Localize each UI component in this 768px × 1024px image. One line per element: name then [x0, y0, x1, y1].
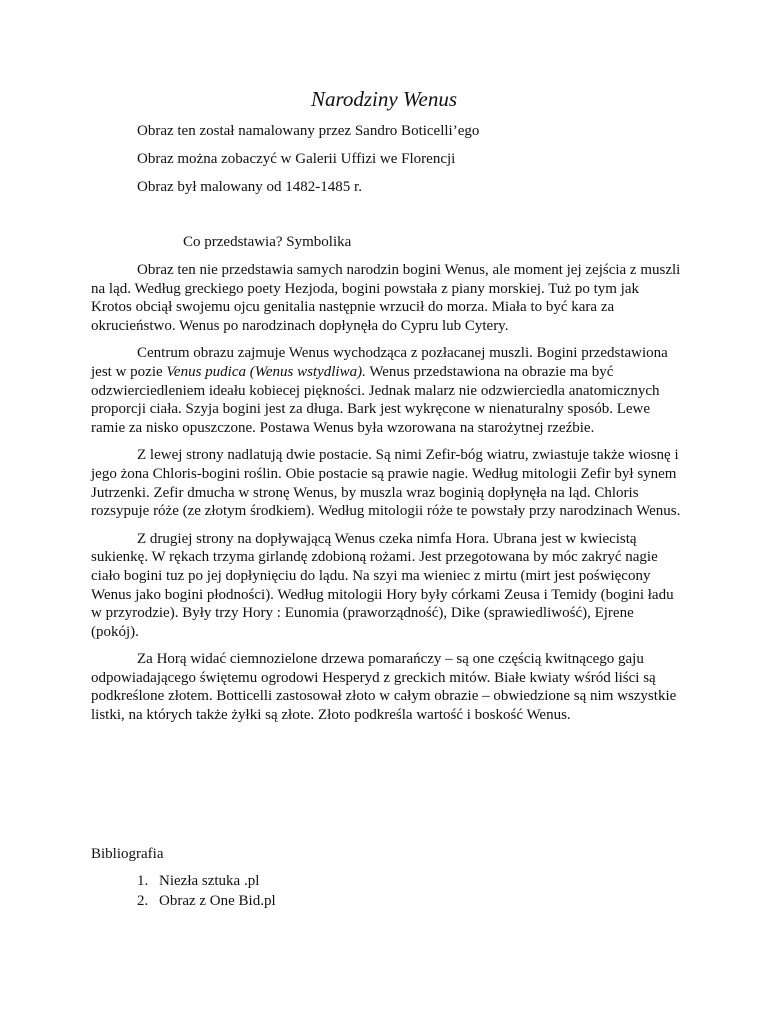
paragraph-center-italic: Venus pudica (Wenus wstydliwa).	[166, 363, 366, 380]
paragraph-left-side: Z lewej strony nadlatują dwie postacie. Są nimi Zefir-bóg wiatru, zwiastuje także wiosnę i jego żona Chloris-bogini roślin. Obie postacie są prawie nagie. Według mitologii Zefir był synem Jutrzenki. Zefir dmucha w stronę Wenus, by muszla wraz boginią dopłynęła na ląd. Chloris rozsypuje róże (ze złotym środkiem). Według mitologii róże te powstały przy narodzinach Wenus.	[91, 447, 681, 520]
bibliography-item	[137, 891, 276, 911]
bibliography-list	[137, 871, 276, 911]
bibliography-heading: Bibliografia	[91, 846, 164, 862]
section-heading: Co przedstawia? Symbolika	[183, 234, 352, 250]
document-title: Narodziny Wenus	[310, 87, 458, 111]
paragraph-center	[91, 344, 683, 437]
paragraph-background: Za Horą widać ciemnozielone drzewa pomarańczy – są one częścią kwitnącego gaju odpowiadającego świętemu ogrodowi Hesperyd z greckich mitów. Białe kwiaty wśród liści są podkreślone złotem. Botticelli zastosował złoto w całym obrazie – obwiedzione są nim wszystkie listki, na których także żyłki są złote. Złoto podkreśla wartość i boskość Wenus.	[91, 651, 677, 724]
bibliography-item-text: Obraz z One Bid.pl	[159, 893, 276, 909]
info-line-gallery: Obraz można zobaczyć w Galerii Uffizi we Florencji	[137, 151, 456, 167]
bibliography-item-text: Niezła sztuka .pl	[159, 873, 260, 889]
paragraph-birth: Obraz ten nie przedstawia samych narodzin bogini Wenus, ale moment jej zejścia z muszli na ląd. Według greckiego poety Hezjoda, bogini powstała z piany morskiej. Tuż po tym jak Krotos obciął swojemu ojcu genitalia następnie wrzucił do morza. Miała to być kara za okrucieństwo. Wenus po narodzinach dopłynęła do Cypru lub Cytery.	[91, 262, 681, 334]
paragraph-right-side: Z drugiej strony na dopływającą Wenus czeka nimfa Hora. Ubrana jest w kwiecistą sukienkę. W rękach trzyma girlandę zdobioną rożami. Jest przegotowana by móc zakryć nagie ciało bogini tuz po jej dopłynięciu do lądu. Na szyi ma wieniec z mirtu (mirt jest poświęcony Wenus jako bogini płodności). Według mitologii Hory były córkami Zeusa i Temidy (bogini ładu w przyrodzie). Były trzy Hory : Eunomia (praworządność), Dike (sprawiedliwość), Ejrene (pokój).	[91, 530, 674, 640]
paragraph-center-text-start: Centrum obrazu zajmuje Wenus wychodząca z pozłacanej muszli. Bogini przedstawiona jest w pozie	[91, 345, 668, 380]
bibliography-item-number: 2.	[137, 893, 149, 909]
paragraph-center-text-end: Wenus przedstawiona na obrazie ma być odzwierciedleniem ideału kobiecej piękności. Jednak malarz nie odzwierciedla anatomicznych proporcji ciała. Szyja bogini jest za długa. Bark jest wykręcone w nienaturalny sposób. Lewe ramie za nisko opuszczone. Postawa Wenus była wzorowana na starożytnej rzeźbie.	[91, 363, 660, 436]
body-text	[91, 261, 683, 734]
info-line-dates: Obraz był malowany od 1482-1485 r.	[137, 179, 362, 195]
bibliography-item	[137, 871, 276, 891]
bibliography-item-number: 1.	[137, 873, 149, 889]
info-line-painter: Obraz ten został namalowany przez Sandro Boticelli’ego	[137, 123, 480, 139]
